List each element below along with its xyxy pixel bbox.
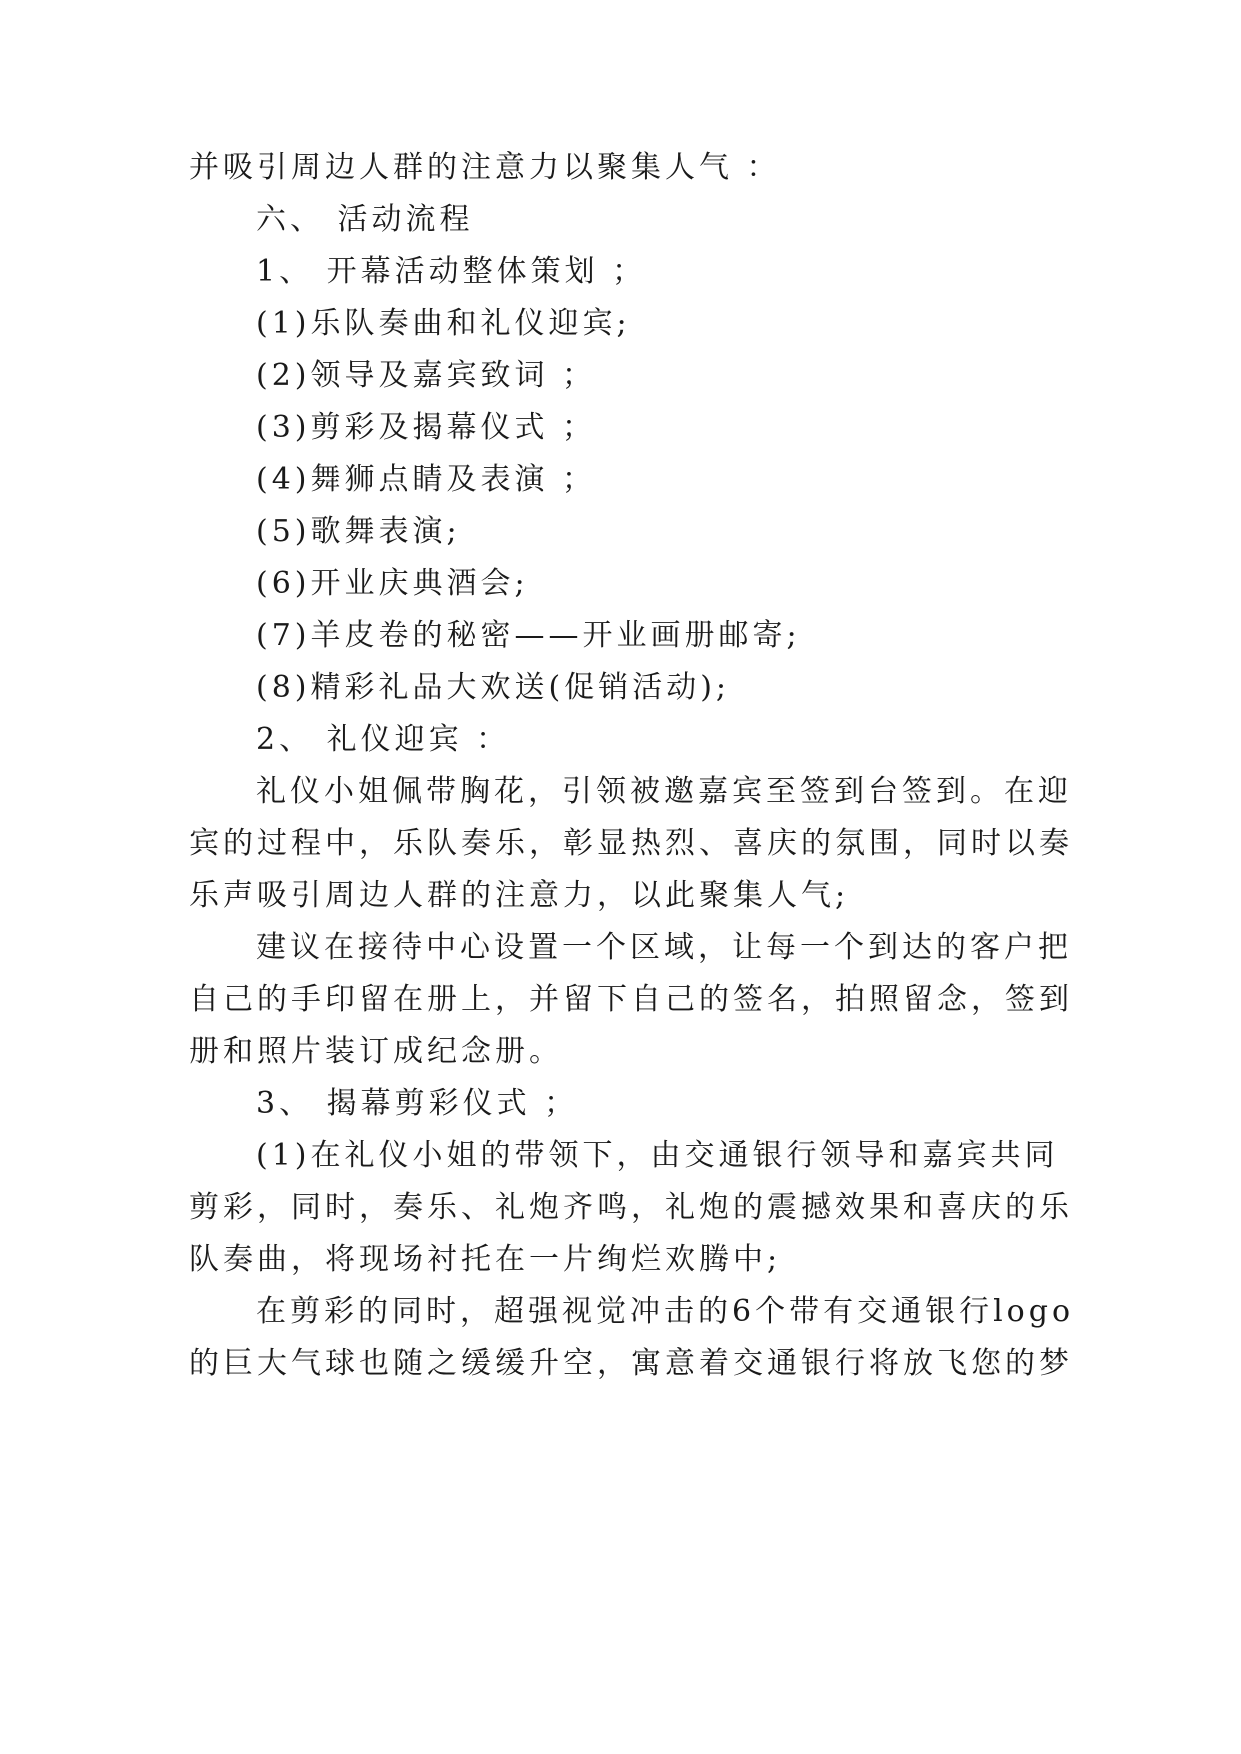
subsection-heading: 1、 开幕活动整体策划 ； bbox=[256, 254, 647, 289]
paragraph-line: 自己的手印留在册上，并留下自己的签名，拍照留念，签到 bbox=[189, 982, 1073, 1017]
text-line: 并吸引周边人群的注意力以聚集人气 ： bbox=[189, 150, 781, 185]
subsection-heading: 3、 揭幕剪彩仪式 ； bbox=[256, 1086, 579, 1121]
paragraph-line: (1)在礼仪小姐的带领下，由交通银行领导和嘉宾共同 bbox=[256, 1138, 1059, 1173]
paragraph-line: 在剪彩的同时，超强视觉冲击的6个带有交通银行logo bbox=[256, 1294, 1075, 1329]
list-item: (6)开业庆典酒会; bbox=[256, 566, 529, 601]
subsection-heading: 2、 礼仪迎宾 ： bbox=[256, 722, 511, 757]
list-item: (1)乐队奏曲和礼仪迎宾; bbox=[256, 306, 631, 341]
paragraph-line: 队奏曲，将现场衬托在一片绚烂欢腾中; bbox=[189, 1242, 782, 1277]
section-heading: 六、 活动流程 bbox=[256, 202, 474, 237]
list-item: (4)舞狮点睛及表演 ； bbox=[256, 462, 597, 497]
paragraph-line: 宾的过程中，乐队奏乐，彰显热烈、喜庆的氛围，同时以奏 bbox=[189, 826, 1073, 861]
list-item: (7)羊皮卷的秘密——开业画册邮寄; bbox=[256, 618, 801, 653]
list-item: (2)领导及嘉宾致词 ； bbox=[256, 358, 597, 393]
paragraph-line: 乐声吸引周边人群的注意力，以此聚集人气; bbox=[189, 878, 850, 913]
paragraph-line: 的巨大气球也随之缓缓升空，寓意着交通银行将放飞您的梦 bbox=[189, 1346, 1073, 1381]
paragraph-line: 礼仪小姐佩带胸花，引领被邀嘉宾至签到台签到。在迎 bbox=[256, 774, 1072, 809]
list-item: (5)歌舞表演; bbox=[256, 514, 461, 549]
paragraph-line: 建议在接待中心设置一个区域，让每一个到达的客户把 bbox=[256, 930, 1072, 965]
paragraph-line: 册和照片装订成纪念册。 bbox=[189, 1034, 563, 1069]
list-item: (3)剪彩及揭幕仪式 ； bbox=[256, 410, 597, 445]
list-item: (8)精彩礼品大欢送(促销活动); bbox=[256, 670, 731, 705]
paragraph-line: 剪彩，同时，奏乐、礼炮齐鸣，礼炮的震撼效果和喜庆的乐 bbox=[189, 1190, 1073, 1225]
